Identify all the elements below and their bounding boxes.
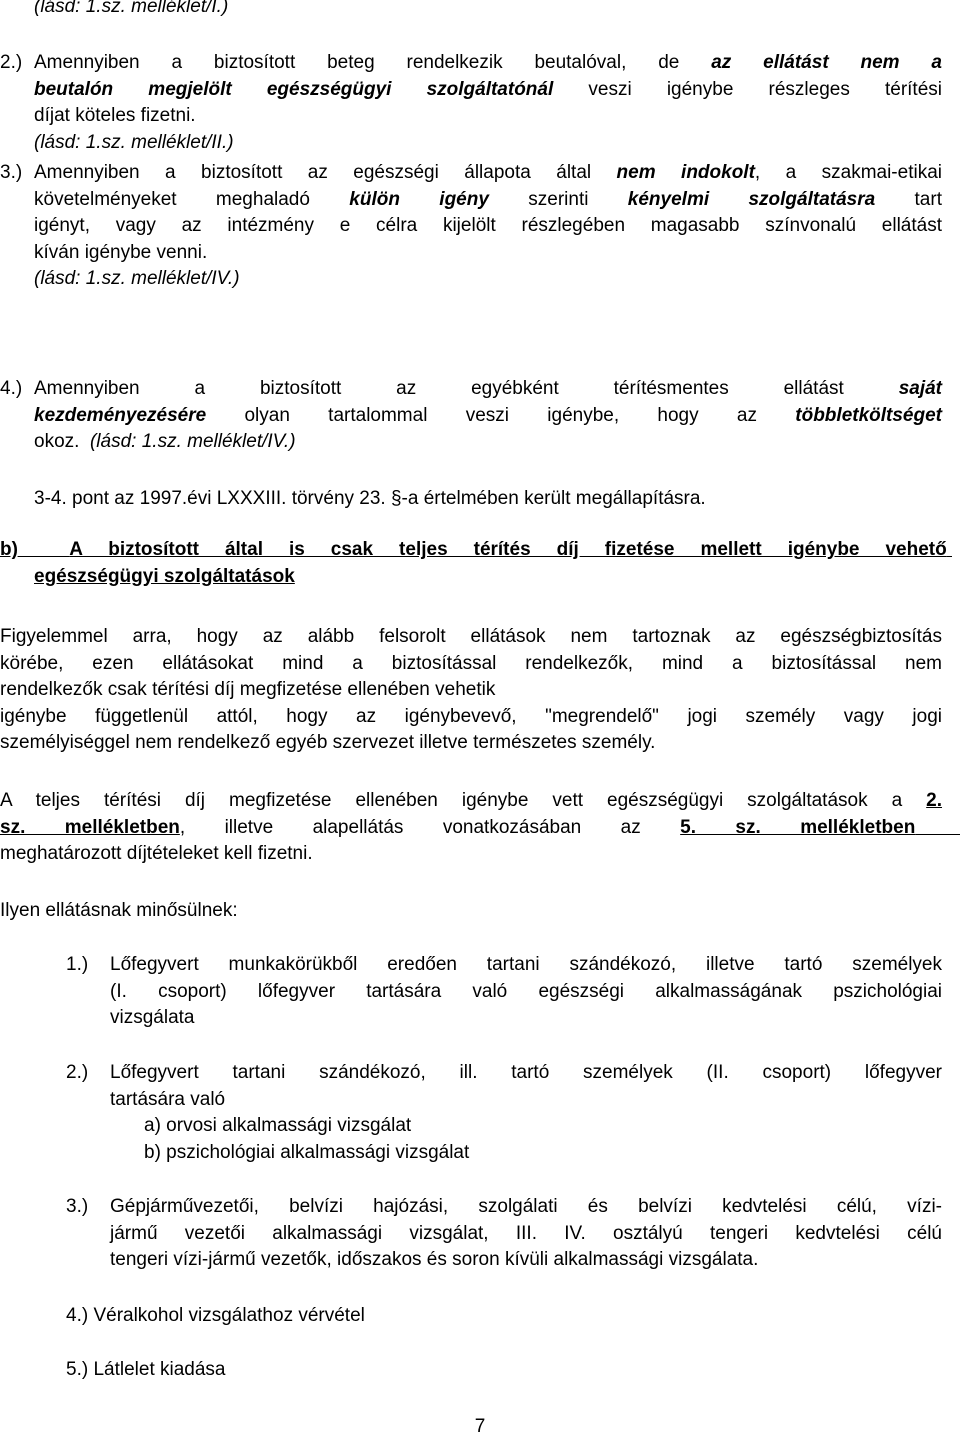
- item-number: 2.): [66, 1062, 89, 1083]
- item-number: 4.): [0, 378, 23, 399]
- list-item-certificate: 5.) Látlelet kiadása: [66, 1359, 226, 1380]
- law-note: 3-4. pont az 1997.évi LXXXIII. törvény 23. §-a értelmében került megállapításra.: [34, 488, 706, 509]
- paragraph-fees: A teljes térítési díj megfizetése ellenében igénybe vett egészségügyi szolgáltatások a 2. sz. mellékletben, illetve alapellátás vonatkozásában az 5. sz. mellékletben meghatározott díjtételeket kell fizetni.: [0, 790, 943, 864]
- page-number: 7: [474, 1416, 486, 1437]
- item-number: 1.): [66, 954, 89, 975]
- item-number: 2.): [0, 52, 23, 73]
- item-number: 3.): [0, 162, 23, 183]
- list-item-blood-alcohol: 4.) Véralkohol vizsgálathoz vérvétel: [66, 1305, 365, 1326]
- item-number: 3.): [66, 1196, 89, 1217]
- section-b-heading: b) A biztosított által is csak teljes térítés díj fizetése mellett igénybe vehető egészségügyi szolgáltatások: [0, 539, 947, 587]
- sub-item-b: b) pszichológiai alkalmassági vizsgálat: [144, 1141, 470, 1163]
- sub-item-a: a) orvosi alkalmassági vizsgálat: [144, 1115, 412, 1136]
- list-intro: Ilyen ellátásnak minősülnek:: [0, 900, 238, 921]
- paragraph-scope: Figyelemmel arra, hogy az alább felsorolt ellátások nem tartoznak az egészségbiztosítás körébe, ezen ellátásokat mind a biztosítással rendelkezők, mind a biztosítással nem rendelkezők csak térítési díj megfizetése ellenében vehetik igénybe függetlenül attól, hogy az igénybevevő, "megrendelő" jogi személy vagy jogi személyiséggel nem rendelkező egyéb szervezet illetve természetes személy.: [0, 626, 942, 753]
- item1-reference: (lásd: 1.sz. melléklet/I.): [34, 0, 229, 17]
